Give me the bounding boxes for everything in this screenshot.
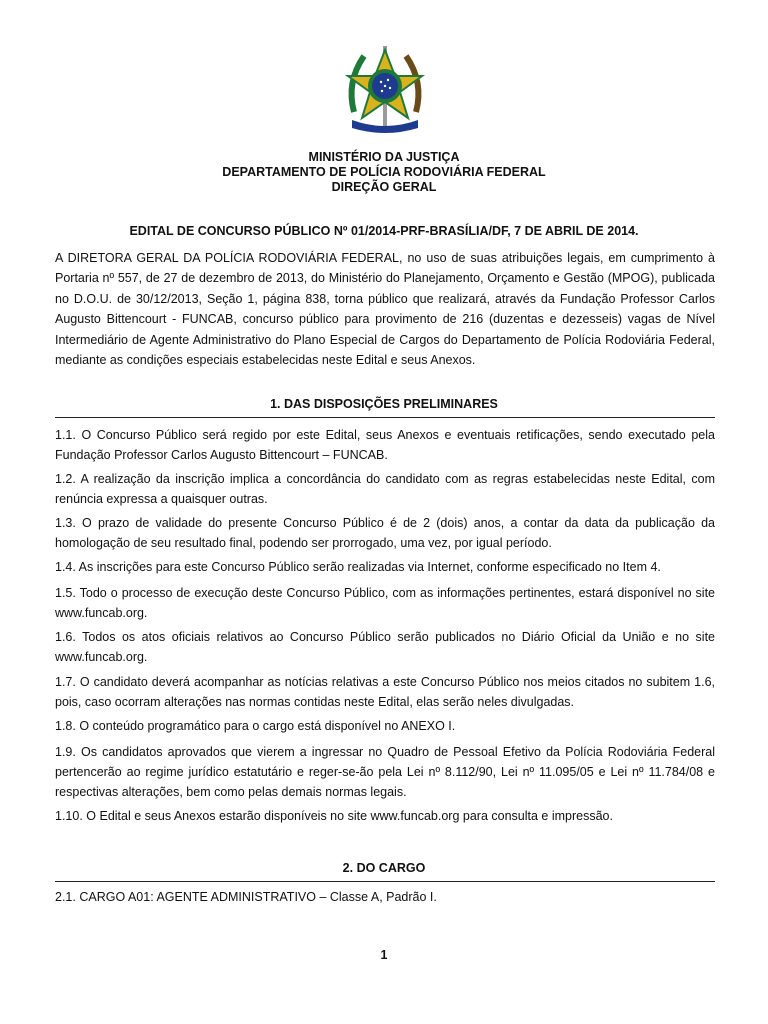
item-1-9 <box>55 742 715 802</box>
item-number: 1.8. <box>55 719 76 733</box>
item-number: 1.10. <box>55 809 83 823</box>
item-1-7 <box>55 672 715 712</box>
item-text: CARGO A01: AGENTE ADMINISTRATIVO – Classe A, Padrão I. <box>79 890 437 904</box>
intro-paragraph: A DIRETORA GERAL DA POLÍCIA RODOVIÁRIA FEDERAL, no uso de suas atribuições legais, em cumprimento à Portaria nº 557, de 27 de dezembro de 2013, do Ministério do Planejamento, Orçamento e Gestão (MPOG), publicada no D.O.U. de 30/12/2013, Seção 1, página 838, torna público que realizará, através da Fundação Professor Carlos Augusto Bittencourt - FUNCAB, concurso público para provimento de 216 (duzentas e dezesseis) vagas de Nível Intermediário de Agente Administrativo do Plano Especial de Cargos do Departamento de Polícia Rodoviária Federal, mediante as condições especiais estabelecidas neste Edital e seus Anexos. <box>55 251 715 368</box>
item-text: O candidato deverá acompanhar as notícias relativas a este Concurso Público nos meios citados no subitem 1.6, pois, caso ocorram alterações nas normas contidas neste Edital, elas serão neles divulgadas. <box>55 675 715 709</box>
edital-title: EDITAL DE CONCURSO PÚBLICO Nº 01/2014-PRF-BRASÍLIA/DF, 7 DE ABRIL DE 2014. <box>129 224 639 238</box>
item-number: 1.4. <box>55 560 76 574</box>
item-text: Todos os atos oficiais relativos ao Concurso Público serão publicados no Diário Oficial da União e no site www.funcab.org. <box>55 630 715 664</box>
item-number: 1.6. <box>55 630 76 644</box>
item-text: O prazo de validade do presente Concurso Público é de 2 (dois) anos, a contar da data da publicação da homologação de seu resultado final, podendo ser prorrogado, uma vez, por igual período. <box>55 516 715 550</box>
item-text: O Edital e seus Anexos estarão disponíveis no site www.funcab.org para consulta e impressão. <box>86 809 613 823</box>
item-1-3 <box>55 513 715 553</box>
item-1-5 <box>55 583 715 623</box>
item-1-10 <box>55 806 715 826</box>
item-number: 1.2. <box>55 472 76 486</box>
item-number: 1.1. <box>55 428 76 442</box>
header <box>0 150 768 195</box>
item-text: O conteúdo programático para o cargo está disponível no ANEXO I. <box>79 719 456 733</box>
item-1-1 <box>55 425 715 465</box>
item-text: As inscrições para este Concurso Público serão realizadas via Internet, conforme especificado no Item 4. <box>78 560 661 574</box>
item-1-4 <box>55 557 715 577</box>
item-1-2 <box>55 469 715 509</box>
item-number: 2.1. <box>55 890 76 904</box>
section-2-divider <box>55 881 715 882</box>
item-1-6 <box>55 627 715 667</box>
item-number: 1.7. <box>55 675 76 689</box>
item-number: 1.9. <box>55 745 76 759</box>
item-text: A realização da inscrição implica a concordância do candidato com as regras estabelecidas neste Edital, com renúncia expressa a quaisquer outras. <box>55 472 715 506</box>
item-text: Os candidatos aprovados que vierem a ingressar no Quadro de Pessoal Efetivo da Polícia Rodoviária Federal pertencerão ao regime jurídico estatutário e reger-se-ão pela Lei nº 8.112/90, Lei nº 11.095/05 e Lei nº 11.784/08 e respectivas alterações, bem como pelas demais normas legais. <box>55 745 715 799</box>
item-text: Todo o processo de execução deste Concurso Público, com as informações pertinentes, estará disponível no site www.funcab.org. <box>55 586 716 620</box>
item-number: 1.3. <box>55 516 76 530</box>
header-direction: DIREÇÃO GERAL <box>331 180 437 194</box>
page-number: 1 <box>380 948 388 962</box>
section-1-title: 1. DAS DISPOSIÇÕES PRELIMINARES <box>270 397 498 411</box>
section-2-title: 2. DO CARGO <box>342 861 426 875</box>
item-1-8 <box>55 716 715 736</box>
header-ministry: MINISTÉRIO DA JUSTIÇA <box>308 150 460 164</box>
item-text: O Concurso Público será regido por este Edital, seus Anexos e eventuais retificações, sendo executado pela Fundação Professor Carlos Augusto Bittencourt – FUNCAB. <box>55 428 715 462</box>
section-1-divider <box>55 417 715 418</box>
item-2-1 <box>55 887 715 907</box>
header-department: DEPARTAMENTO DE POLÍCIA RODOVIÁRIA FEDERAL <box>222 165 546 179</box>
coat-of-arms-icon <box>340 42 430 134</box>
item-number: 1.5. <box>55 586 76 600</box>
